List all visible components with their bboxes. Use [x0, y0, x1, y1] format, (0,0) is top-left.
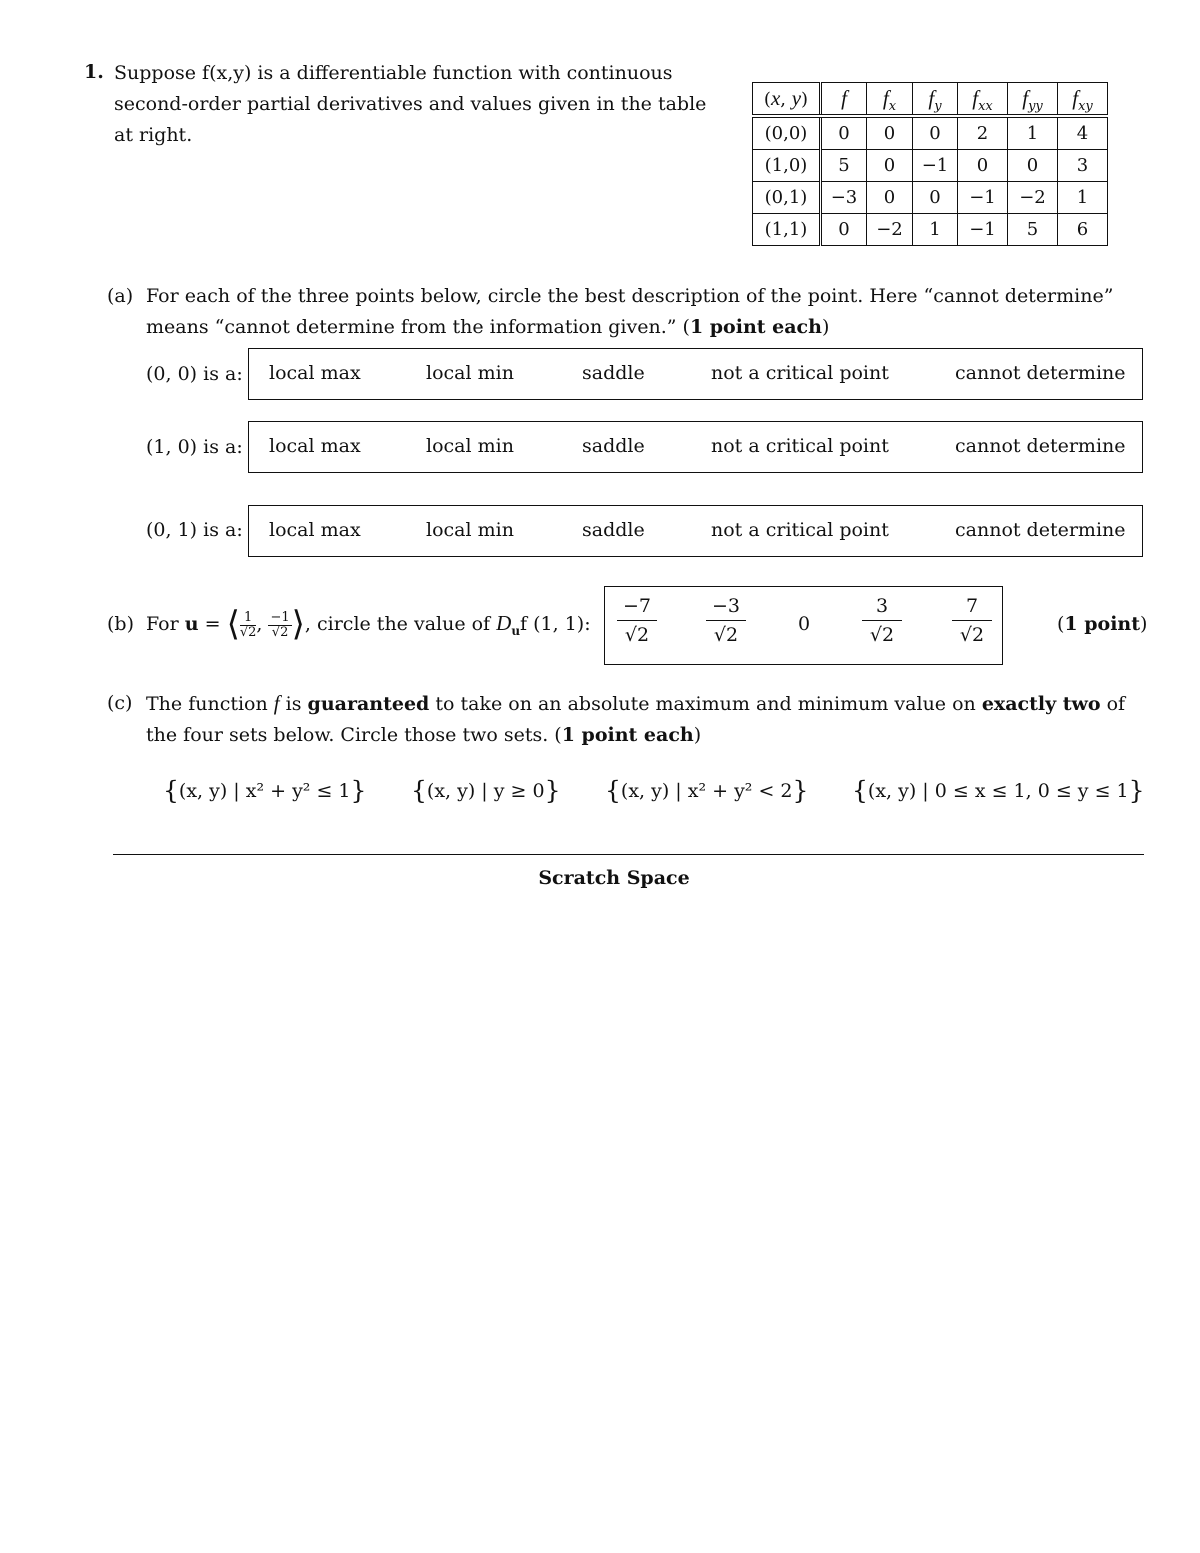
table-point-cell: (1,1) — [753, 214, 821, 246]
choice-local-min[interactable]: local min — [426, 519, 514, 541]
table-header-cell: $f_x$ — [867, 83, 913, 117]
choice-local-min[interactable]: local min — [426, 362, 514, 384]
table-value-cell: 0 — [821, 214, 867, 246]
table-value-cell: −1 — [958, 182, 1008, 214]
part-c-label: (c) — [107, 692, 133, 714]
choice-not-critical[interactable]: not a critical point — [711, 435, 889, 457]
table-value-cell: −1 — [913, 150, 958, 182]
table-value-cell: 1 — [913, 214, 958, 246]
table-header-cell: $f_y$ — [913, 83, 958, 117]
table-value-cell: 0 — [867, 116, 913, 150]
problem-intro — [114, 58, 726, 151]
intro-line-1: Suppose f(x,y) is a differentiable function with continuous — [114, 62, 673, 84]
point-label-0-0: (0, 0) is a: — [146, 363, 243, 385]
table-value-cell: 0 — [867, 182, 913, 214]
part-b-text: , circle the value of — [304, 613, 491, 635]
derivative-arg: f (1, 1): — [520, 613, 591, 635]
table-row — [753, 150, 1108, 182]
derivative-table — [752, 82, 1108, 246]
table-value-cell: −3 — [821, 182, 867, 214]
choice-saddle[interactable]: saddle — [582, 519, 645, 541]
table-point-cell: (1,0) — [753, 150, 821, 182]
choice-row-1-0 — [248, 421, 1143, 473]
set-unit-square[interactable]: {(x, y) | 0 ≤ x ≤ 1, 0 ≤ y ≤ 1} — [852, 776, 1145, 805]
directional-derivative: D — [496, 611, 512, 635]
part-a-label: (a) — [107, 285, 134, 307]
choice-not-critical[interactable]: not a critical point — [711, 519, 889, 541]
table-value-cell: 1 — [1008, 116, 1058, 150]
table-value-cell: 0 — [1008, 150, 1058, 182]
set-upper-half-plane[interactable]: {(x, y) | y ≥ 0} — [411, 776, 561, 805]
part-a-points: 1 point each — [689, 316, 822, 338]
divider — [113, 854, 1144, 855]
vector-u: u — [184, 613, 199, 635]
choice-cannot-determine[interactable]: cannot determine — [955, 435, 1126, 457]
problem-number: 1. — [84, 61, 104, 83]
table-value-cell: 0 — [913, 116, 958, 150]
table-value-cell: −1 — [958, 214, 1008, 246]
table-point-cell: (0,0) — [753, 116, 821, 150]
answer-neg3-root2[interactable]: $\frac{-3}{√2}$ — [706, 595, 746, 646]
table-value-cell: 3 — [1058, 150, 1108, 182]
intro-line-3: at right. — [114, 124, 193, 146]
point-label-1-0: (1, 0) is a: — [146, 436, 243, 458]
answer-zero[interactable]: 0 — [798, 613, 811, 635]
table-value-cell: 5 — [1008, 214, 1058, 246]
choice-local-min[interactable]: local min — [426, 435, 514, 457]
table-header-cell: $f_{xx}$ — [958, 83, 1008, 117]
part-b-points: (1 point) — [1057, 613, 1148, 635]
part-a-instruction-line-2: means “cannot determine from the information given.” ( — [146, 316, 690, 338]
table-value-cell: −2 — [1008, 182, 1058, 214]
table-value-cell: 1 — [1058, 182, 1108, 214]
table-value-cell: 0 — [913, 182, 958, 214]
set-unit-disk[interactable]: {(x, y) | x² + y² ≤ 1} — [163, 776, 367, 805]
part-b-label: (b) — [107, 613, 134, 635]
table-value-cell: −2 — [867, 214, 913, 246]
point-label-0-1: (0, 1) is a: — [146, 519, 243, 541]
choice-cannot-determine[interactable]: cannot determine — [955, 362, 1126, 384]
table-value-cell: 5 — [821, 150, 867, 182]
part-b-prefix: For — [146, 613, 179, 635]
table-value-cell: 4 — [1058, 116, 1108, 150]
part-b-answer-box — [604, 586, 1003, 665]
table-row — [753, 116, 1108, 150]
part-a-instruction-line-1: For each of the three points below, circle the best description of the point. Here “cannot determine” — [146, 285, 1114, 307]
answer-3-root2[interactable]: $\frac{3}{√2}$ — [862, 595, 902, 646]
table-value-cell: 6 — [1058, 214, 1108, 246]
table-value-cell: 0 — [958, 150, 1008, 182]
equals-sign: = — [204, 613, 221, 635]
table-body — [753, 116, 1108, 246]
part-b-prompt: For u = ⟨ $\frac{1}{√2}$ , $\frac{-1}{√2}$ ⟩, circle the value of $D_uf$ (1, 1): — [146, 604, 591, 644]
table-header-cell: $f_{yy}$ — [1008, 83, 1058, 117]
table-header-cell: f — [821, 83, 867, 117]
right-angle-icon: ⟩ — [291, 604, 305, 644]
answer-neg7-root2[interactable]: $\frac{-7}{√2}$ — [617, 595, 657, 646]
choice-saddle[interactable]: saddle — [582, 362, 645, 384]
table-value-cell: 0 — [867, 150, 913, 182]
choice-local-max[interactable]: local max — [269, 519, 361, 541]
choice-not-critical[interactable]: not a critical point — [711, 362, 889, 384]
scratch-space-heading: Scratch Space — [538, 867, 690, 889]
set-open-disk[interactable]: {(x, y) | x² + y² < 2} — [605, 776, 809, 805]
u-component-2: $\frac{-1}{√2}$ — [270, 609, 290, 640]
derivative-subscript: u — [511, 624, 521, 638]
choice-row-0-0 — [248, 348, 1143, 400]
left-angle-icon: ⟨ — [226, 604, 240, 644]
table-header-row — [753, 83, 1108, 117]
table-row — [753, 182, 1108, 214]
table-value-cell: 0 — [821, 116, 867, 150]
u-component-1: $\frac{1}{√2}$ — [239, 609, 257, 640]
intro-line-2: second-order partial derivatives and values given in the table — [114, 93, 707, 115]
part-a-instruction — [146, 281, 1146, 343]
part-a-points-close: ) — [821, 316, 830, 338]
table-header-cell: $f_{xy}$ — [1058, 83, 1108, 117]
part-c-instruction: The function f is guaranteed to take on an absolute maximum and minimum value on exactly two of the four sets below. Circle those two sets. (1 point each) — [146, 691, 1126, 746]
choice-local-max[interactable]: local max — [269, 435, 361, 457]
table-row — [753, 214, 1108, 246]
table-header-cell: (x, y) — [753, 83, 821, 117]
table-value-cell: 2 — [958, 116, 1008, 150]
choice-saddle[interactable]: saddle — [582, 435, 645, 457]
table-point-cell: (0,1) — [753, 182, 821, 214]
answer-7-root2[interactable]: $\frac{7}{√2}$ — [952, 595, 992, 646]
choice-cannot-determine[interactable]: cannot determine — [955, 519, 1126, 541]
choice-row-0-1 — [248, 505, 1143, 557]
choice-local-max[interactable]: local max — [269, 362, 361, 384]
